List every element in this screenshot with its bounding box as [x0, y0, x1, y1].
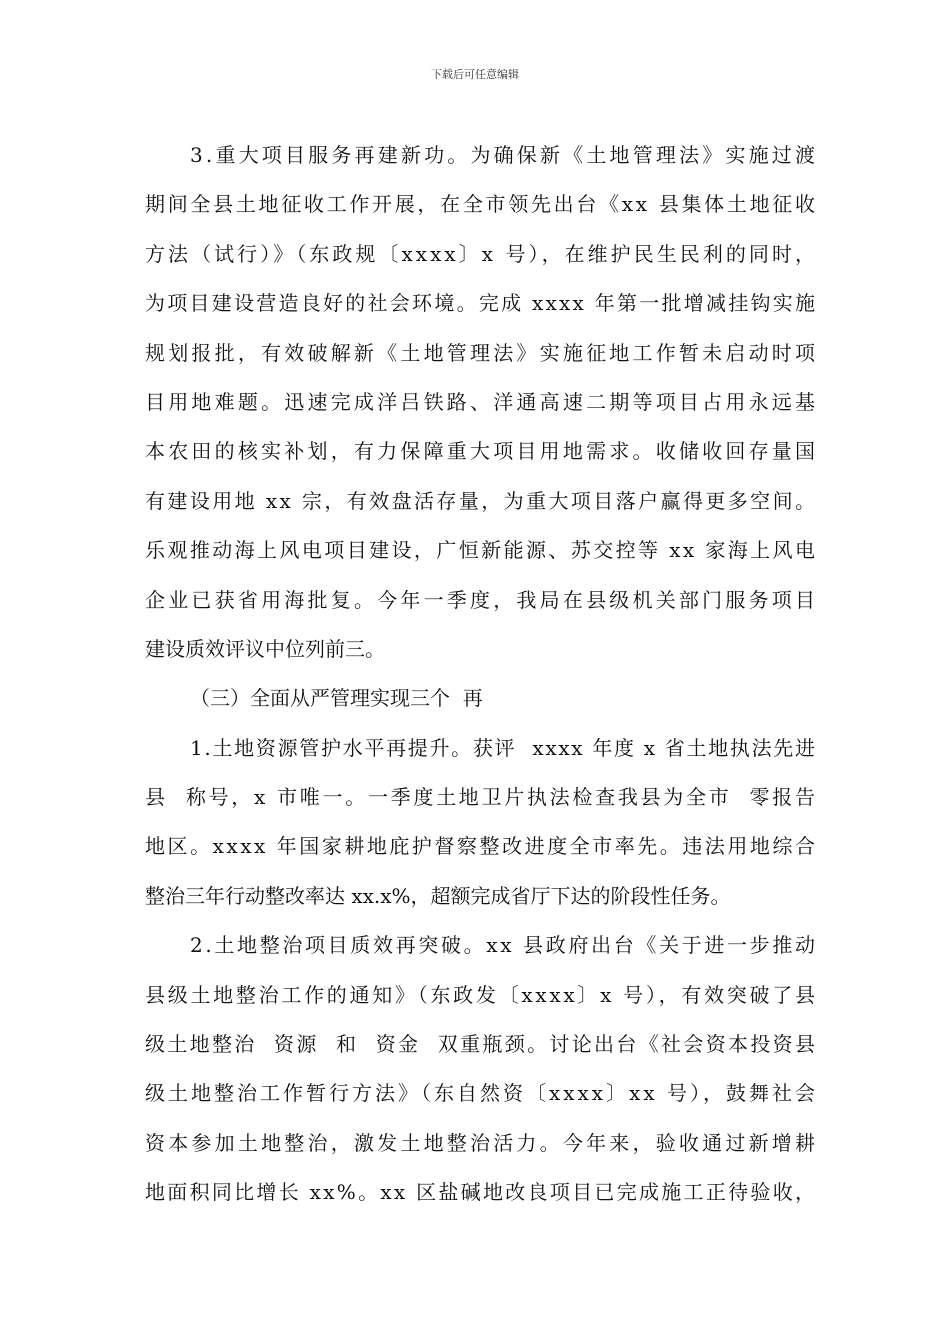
document-body — [145, 131, 819, 1218]
text-line: 规划报批，有效破解新《土地管理法》实施征地工作暂未启动时项 — [145, 340, 819, 365]
text-line: 县级土地整治工作的通知》（东政发〔xxxx〕x 号），有效突破了县 — [145, 982, 818, 1007]
text-line: 级土地整治工作暂行方法》（东自然资〔xxxx〕xx 号），鼓舞社会 — [145, 1081, 818, 1106]
text-line: 县 称号，x 市唯一。一季度土地卫片执法检查我县为全市 零报告 — [145, 785, 818, 810]
text-line: 本农田的核实补划，有力保障重大项目用地需求。收储收回存量国 — [145, 439, 819, 464]
page-header: 下载后可任意编辑 — [431, 68, 519, 81]
text-line: （三）全面从严管理实现三个 再 — [190, 686, 483, 711]
text-line: 方法（试行）》（东政规〔xxxx〕x 号），在维护民生民利的同时， — [145, 241, 819, 266]
text-line: 乐观推动海上风电项目建设，广恒新能源、苏交控等 xx 家海上风电 — [145, 538, 818, 563]
text-line: 企业已获省用海批复。今年一季度，我局在县级机关部门服务项目 — [145, 587, 819, 612]
text-line: 1.土地资源管护水平再提升。获评 xxxx 年度 x 省土地执法先进 — [190, 735, 817, 760]
text-line: 地区。xxxx 年国家耕地庇护督察整改进度全市率先。违法用地综合 — [145, 834, 818, 859]
text-line: 3.重大项目服务再建新功。为确保新《土地管理法》实施过渡 — [190, 143, 819, 167]
text-line: 整治三年行动整改率达 xx.x%，超额完成省厅下达的阶段性任务。 — [145, 883, 731, 908]
text-line: 目用地难题。迅速完成洋吕铁路、洋通高速二期等项目占用永远基 — [145, 389, 819, 414]
text-line: 2.土地整治项目质效再突破。xx 县政府出台《关于进一步推动 — [190, 933, 818, 958]
text-line: 资本参加土地整治，激发土地整治活力。今年来，验收通过新增耕 — [145, 1130, 819, 1155]
text-line: 期间全县土地征收工作开展，在全市领先出台《xx 县集体土地征收 — [145, 192, 818, 217]
text-line: 地面积同比增长 xx%。xx 区盐碱地改良项目已完成施工正待验收， — [145, 1180, 818, 1205]
text-line: 建设质效评议中位列前三。 — [145, 636, 385, 661]
text-line: 级土地整治 资源 和 资金 双重瓶颈。讨论出台《社会资本投资县 — [145, 1032, 818, 1057]
text-line: 为项目建设营造良好的社会环境。完成 xxxx 年第一批增减挂钩实施 — [145, 291, 818, 316]
text-line: 有建设用地 xx 宗，有效盘活存量，为重大项目落户赢得更多空间。 — [145, 488, 818, 513]
